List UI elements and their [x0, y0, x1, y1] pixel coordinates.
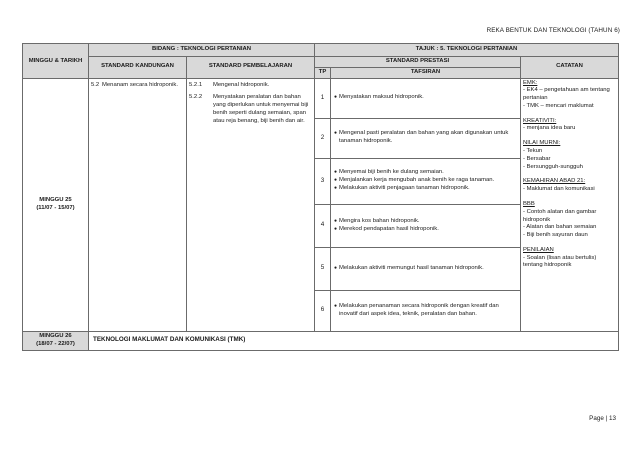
bullet-icon: ●: [334, 130, 338, 137]
catatan-heading: BBB: [523, 200, 535, 207]
week-26-date: (18/07 - 22/07): [36, 340, 75, 347]
catatan-line: - Biji benih sayuran daun: [523, 232, 588, 239]
header-minggu-tarikh: MINGGU & TARIKH: [23, 44, 89, 79]
sk-number: 5.2: [91, 81, 100, 88]
document-header-title: REKA BENTUK DAN TEKNOLOGI (TAHUN 6): [486, 27, 620, 34]
catatan-line: - Alatan dan bahan semaian: [523, 224, 597, 231]
header-tp: TP: [315, 67, 331, 78]
week-25-cell: [23, 78, 89, 331]
bullet-icon: ●: [334, 177, 338, 184]
standard-kandungan-cell: [89, 78, 187, 331]
catatan-line: - TMK – mencari maklumat: [523, 102, 594, 109]
catatan-heading: KREATIVITI:: [523, 117, 557, 124]
catatan-line: - Tekun: [523, 148, 543, 155]
sp-text: Mengenal hidroponik.: [213, 81, 270, 88]
catatan-line: - EK4 – pengetahuan am tentang pertanian: [523, 87, 610, 102]
tafsiran-item: Menyatakan maksud hidroponik.: [339, 94, 424, 101]
bullet-icon: ●: [334, 94, 338, 101]
tafsiran-item: Mengenal pasti peralatan dan bahan yang akan digunakan untuk tanaman hidroponik.: [339, 130, 509, 145]
week-26-label: MINGGU 26: [39, 332, 72, 339]
tafsiran-cell: [331, 118, 521, 158]
catatan-heading: KEMAHIRAN ABAD 21:: [523, 178, 586, 185]
tp-level: 5: [315, 247, 331, 290]
catatan-heading: PENILAIAN: [523, 246, 554, 253]
bullet-icon: ●: [334, 264, 338, 271]
catatan-cell: [521, 78, 619, 331]
bullet-icon: ●: [334, 169, 338, 176]
week-25-label: MINGGU 25: [39, 196, 72, 203]
tafsiran-item: Melakukan aktiviti memungut hasil tanaman hidroponik.: [339, 264, 484, 271]
tp-level: 6: [315, 290, 331, 331]
tafsiran-item: Merekod pendapatan hasil hidroponik.: [339, 225, 439, 232]
week-26-topic: TEKNOLOGI MAKLUMAT DAN KOMUNIKASI (TMK): [89, 331, 619, 350]
bullet-icon: ●: [334, 184, 338, 191]
tp-level: 1: [315, 78, 331, 118]
catatan-line: - menjana idea baru: [523, 125, 576, 132]
tafsiran-item: Menjalankan kerja mengubah anak benih ke raga tanaman.: [339, 177, 495, 184]
sp-text: Menyatakan peralatan dan bahan yang diperlukan untuk menyemai biji benih seperti dulang semaian, span atau reja benang, biji benih dan air.: [213, 94, 309, 124]
tafsiran-item: Melakukan penanaman secara hidroponik dengan kreatif dan inovatif dari aspek idea, teknik, peralatan dan bahan.: [339, 302, 499, 317]
catatan-line: - Maklumat dan komunikasi: [523, 186, 595, 193]
week-26-cell: [23, 331, 89, 350]
tafsiran-cell: [331, 78, 521, 118]
sp-item: [189, 80, 312, 90]
catatan-heading: NILAI MURNI:: [523, 140, 561, 147]
tafsiran-item: Mengira kos bahan hidroponik.: [339, 217, 420, 224]
tafsiran-cell: [331, 158, 521, 204]
tafsiran-cell: [331, 290, 521, 331]
standard-pembelajaran-cell: [187, 78, 315, 331]
bullet-icon: ●: [334, 302, 338, 309]
tafsiran-cell: [331, 204, 521, 247]
sp-item: [189, 89, 312, 125]
header-standard-kandungan: STANDARD KANDUNGAN: [89, 57, 187, 79]
page-number: Page | 13: [589, 415, 616, 422]
catatan-line: - Contoh alatan dan gambar hidroponik: [523, 208, 597, 223]
catatan-line: - Bersungguh-sungguh: [523, 163, 583, 170]
header-bidang: BIDANG : TEKNOLOGI PERTANIAN: [89, 44, 315, 57]
tp-level: 4: [315, 204, 331, 247]
header-standard-pembelajaran: STANDARD PEMBELAJARAN: [187, 57, 315, 79]
header-tajuk: TAJUK : 5. TEKNOLOGI PERTANIAN: [315, 44, 619, 57]
bullet-icon: ●: [334, 225, 338, 232]
header-catatan: CATATAN: [521, 57, 619, 79]
catatan-line: - Bersabar: [523, 155, 551, 162]
week-25-date: (11/07 - 15/07): [36, 204, 75, 211]
sp-number: 5.2.2: [189, 94, 203, 101]
header-standard-prestasi: STANDARD PRESTASI: [315, 57, 521, 68]
tafsiran-item: Menyemai biji benih ke dulang semaian.: [339, 169, 444, 176]
header-tafsiran: TAFSIRAN: [331, 67, 521, 78]
tafsiran-item: Melakukan aktiviti penjagaan tanaman hidroponik.: [339, 184, 470, 191]
tp-level: 2: [315, 118, 331, 158]
bullet-icon: ●: [334, 217, 338, 224]
sp-number: 5.2.1: [189, 81, 203, 88]
tp-level: 3: [315, 158, 331, 204]
catatan-heading: EMK:: [523, 79, 538, 86]
catatan-line: - Soalan (lisan atau bertulis) tentang hidroponik: [523, 254, 597, 269]
lesson-plan-table: [22, 43, 619, 351]
tafsiran-cell: [331, 247, 521, 290]
sk-text: Menanam secara hidroponik.: [102, 81, 178, 88]
